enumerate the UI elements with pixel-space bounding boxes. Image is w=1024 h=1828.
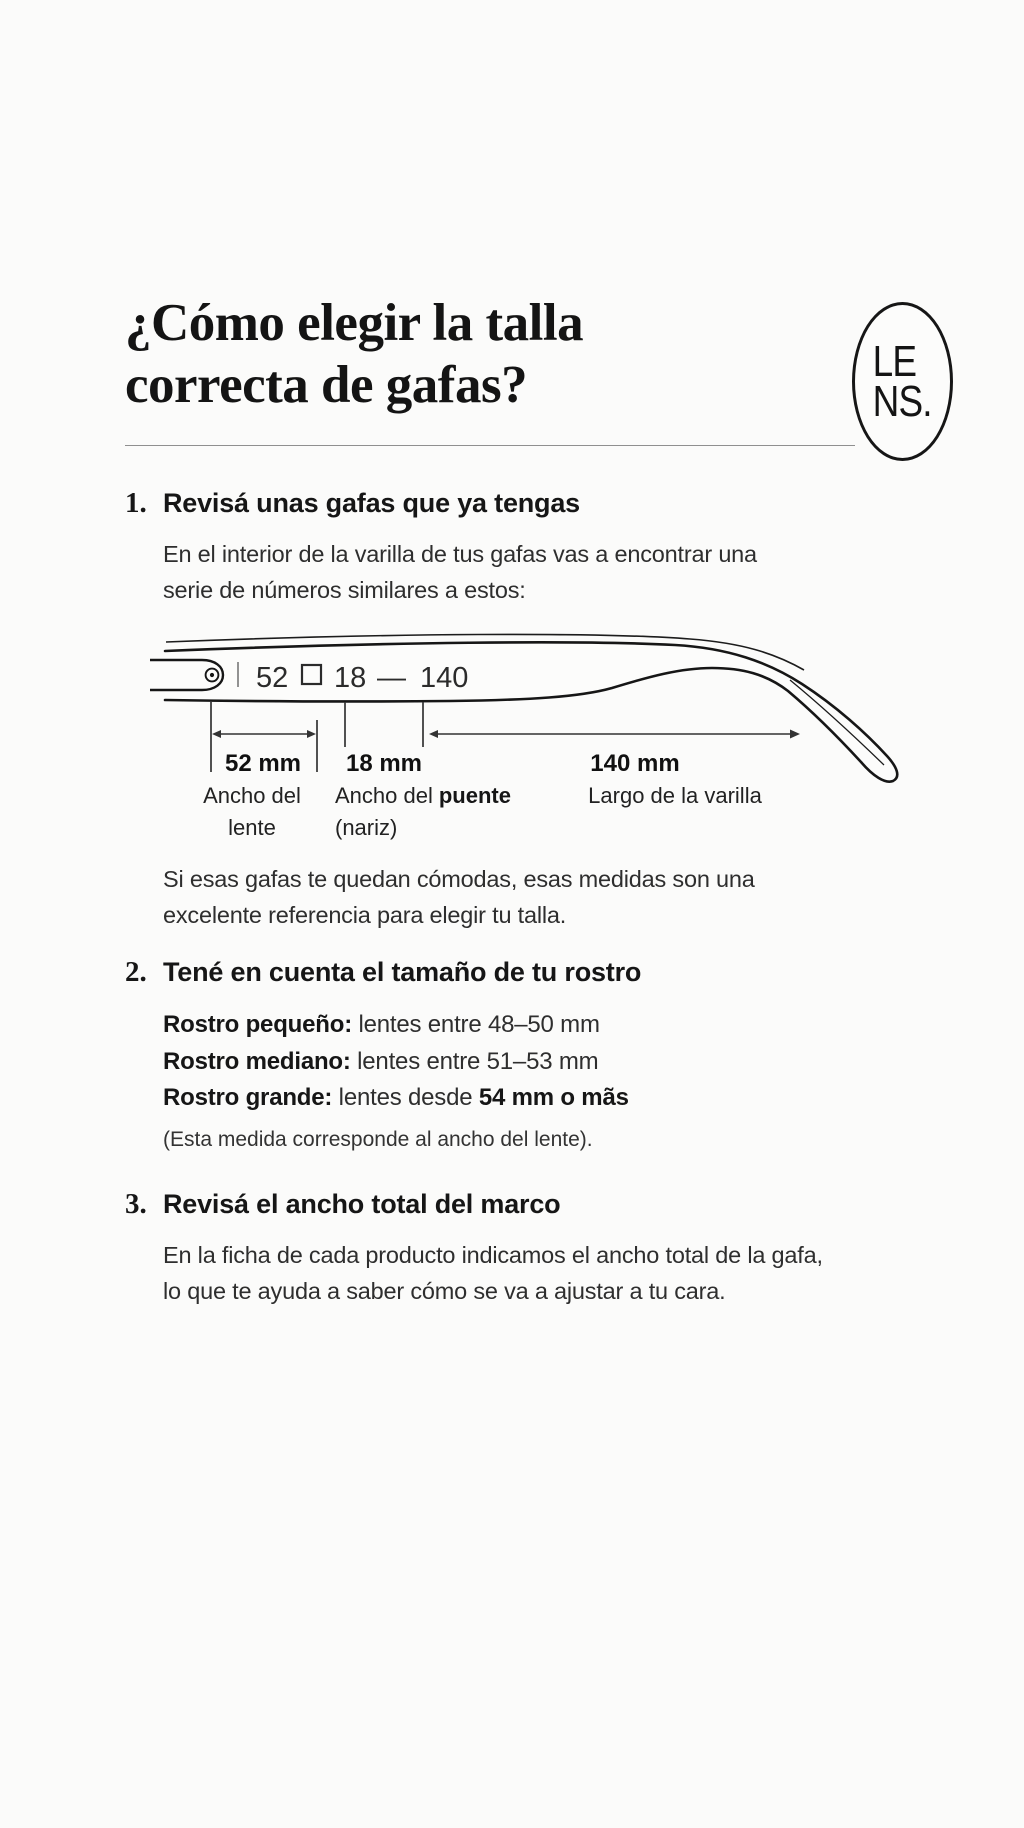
bridge-label-bold: puente <box>438 783 511 808</box>
section3-body <box>163 1237 899 1309</box>
lens-brand-logo <box>852 302 953 461</box>
lens-label-line2: lente <box>228 815 276 840</box>
marking-temple-length: 140 <box>420 662 469 694</box>
logo-line1: LE <box>872 336 917 386</box>
section-check-existing-glasses <box>125 486 899 520</box>
face-size-list <box>163 1007 899 1117</box>
temple-arm-diagram <box>150 630 962 845</box>
temple-label: Largo de la varilla <box>588 783 762 808</box>
logo-wordmark <box>872 336 933 426</box>
lens-arrowhead-right <box>307 730 316 738</box>
face-size-term: Rostro pequeño: <box>163 1011 352 1038</box>
section1-outro-line1: Si esas gafas te quedan cómodas, esas medidas son una <box>163 866 755 892</box>
temple-arrowhead-left <box>429 730 438 738</box>
temple-length-value: 140 mm <box>590 750 680 777</box>
face-size-item-medium <box>163 1044 899 1081</box>
bridge-label-line2: (nariz) <box>335 815 398 840</box>
section1-intro-line1: En el interior de la varilla de tus gafas vas a encontrar una <box>163 541 757 567</box>
face-size-range: lentes entre 48–50 mm <box>352 1011 600 1038</box>
face-size-term: Rostro grande: <box>163 1084 333 1111</box>
section3-body-line2: lo que te ayuda a saber cómo se va a ajustar a tu cara. <box>163 1277 726 1304</box>
face-size-range: lentes entre 51–53 mm <box>350 1047 599 1075</box>
section-heading: Tené en cuenta el tamaño de tu rostro <box>163 957 642 987</box>
page-title-line1: ¿Cómo elegir la talla <box>125 294 584 352</box>
section1-intro <box>163 536 899 608</box>
section-heading: Revisá el ancho total del marco <box>163 1188 561 1219</box>
lens-label-line1: Ancho del <box>203 783 301 808</box>
temple-arrowhead-right <box>790 730 800 739</box>
face-size-item-large <box>163 1080 899 1117</box>
section1-outro <box>163 861 899 933</box>
section3-body-line1: En la ficha de cada producto indicamos el ancho total de la gafa, <box>163 1241 823 1268</box>
face-size-range: lentes desde <box>332 1084 479 1111</box>
section-total-frame-width <box>125 1187 899 1221</box>
section-number: 3. <box>125 1187 147 1220</box>
bridge-width-value: 18 mm <box>345 750 423 777</box>
lens-arrowhead-left <box>212 730 221 738</box>
marking-bridge-width: 18 <box>334 662 367 694</box>
section1-intro-line2: serie de números similares a estos: <box>163 577 526 603</box>
page-title-line2: correcta de gafas? <box>125 356 528 414</box>
lens-width-value: 52 mm <box>224 750 302 777</box>
section-number: 1. <box>125 487 147 519</box>
face-size-range-bold: 54 mm o mãs <box>478 1084 629 1111</box>
header <box>125 292 933 446</box>
header-divider <box>125 445 855 446</box>
hinge-screw-center <box>210 673 214 677</box>
bridge-label-line1 <box>335 783 511 808</box>
lens-width-note: (Esta medida corresponde al ancho del lente). <box>163 1127 593 1151</box>
marking-lens-width: 52 <box>256 662 289 694</box>
logo-line2: NS. <box>872 376 933 426</box>
section-face-size <box>125 955 899 989</box>
section1-outro-line2: excelente referencia para elegir tu talla. <box>163 902 567 928</box>
section-number: 2. <box>125 956 147 988</box>
page-title <box>125 292 899 416</box>
section-heading: Revisá unas gafas que ya tengas <box>163 488 580 518</box>
face-size-term: Rostro mediano: <box>163 1047 351 1075</box>
face-size-item-small <box>163 1007 899 1044</box>
marking-dash: — <box>377 662 406 694</box>
size-guide-page <box>0 292 1024 1309</box>
bridge-label-prefix: Ancho del <box>335 783 433 808</box>
